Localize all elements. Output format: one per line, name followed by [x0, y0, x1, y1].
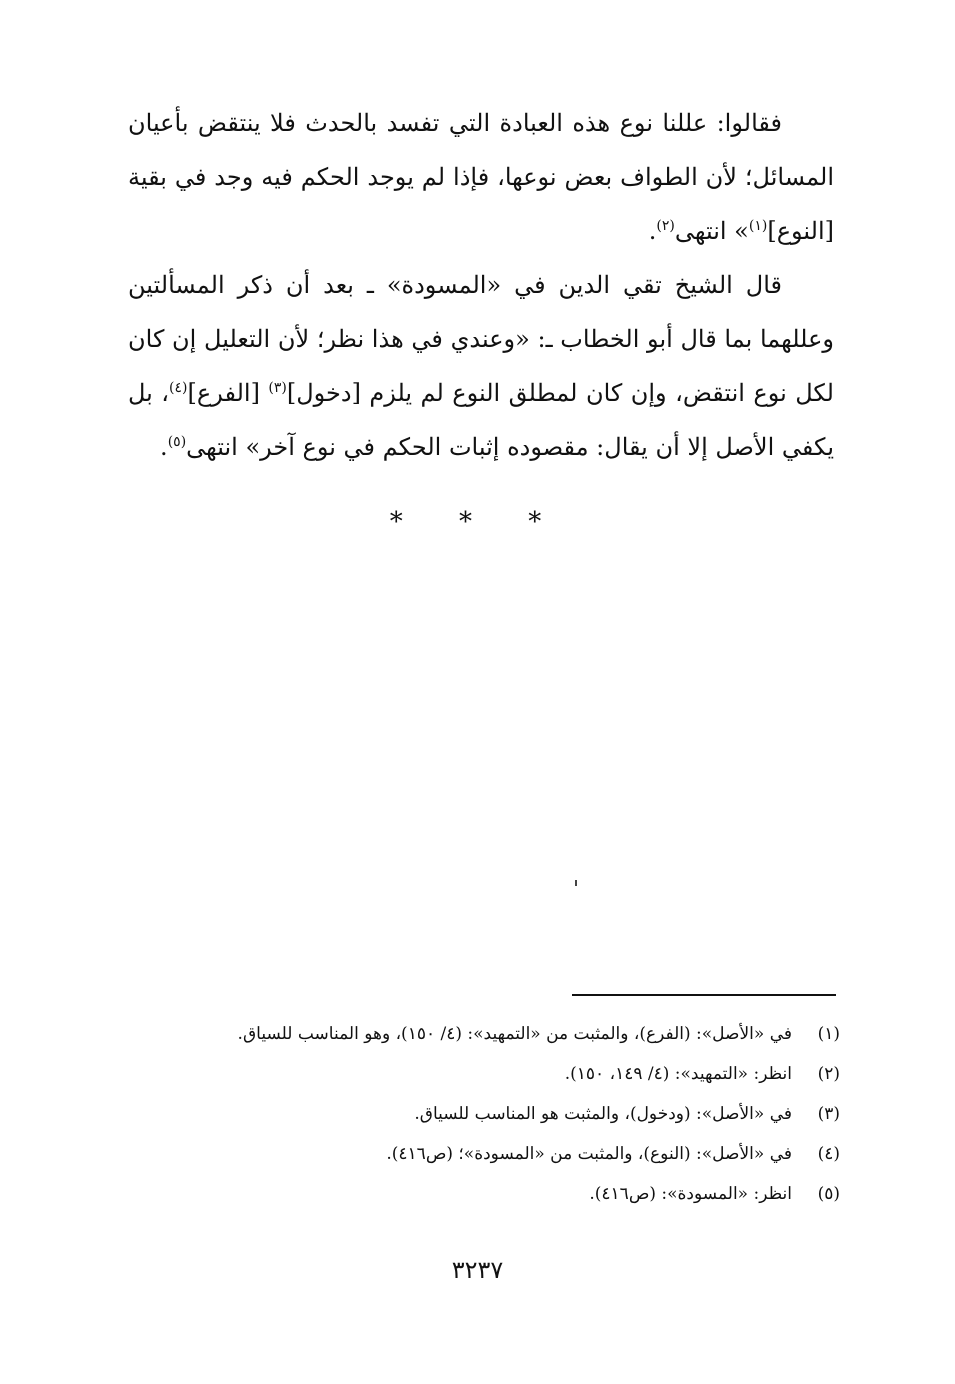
- para1-seg3: » انتهى: [674, 217, 749, 245]
- footnote-number: (٢): [817, 1064, 840, 1084]
- page-number: ٣٢٣٧: [451, 1256, 504, 1284]
- footnote-2: [150, 1054, 840, 1094]
- para1-seg5: .: [648, 217, 657, 245]
- footnote-1: [150, 1014, 840, 1054]
- para2-seg3: [الفرع]: [187, 379, 269, 407]
- footnote-ref-3: (٣): [268, 380, 287, 396]
- para2-seg7: .: [160, 433, 168, 461]
- footnote-ref-2: (٢): [656, 218, 675, 234]
- footnote-ref-4: (٤): [169, 380, 188, 396]
- footnote-divider: [572, 994, 836, 996]
- footnote-5: [150, 1174, 840, 1214]
- stray-mark: [575, 880, 577, 886]
- footnote-number: (٤): [817, 1144, 840, 1164]
- footnote-4: [150, 1134, 840, 1174]
- footnote-number: (٣): [817, 1104, 840, 1124]
- footnote-3: [150, 1094, 840, 1134]
- footnote-number: (١): [817, 1024, 840, 1044]
- section-separator: * * *: [389, 507, 566, 537]
- footnotes: [150, 1014, 840, 1214]
- footnote-text: انظر: «المسودة»: (ص٤١٦).: [589, 1184, 792, 1204]
- para2-seg1: قال الشيخ تقي الدين في «المسودة» ـ بعد أن ذكر المسألتين وعللهما بما قال أبو الخطاب ـ: «وعندي في هذا نظر؛ لأن التعليل إن كان لكل نوع انتقض، وإن كان لمطلق النوع لم يلزم [دخول]: [128, 271, 835, 407]
- footnote-number: (٥): [817, 1184, 840, 1204]
- paragraph-1: [128, 96, 834, 258]
- para1-seg1: فقالوا: عللنا نوع هذه العبادة التي تفسد بالحدث فلا ينتقض بأعيان المسائل؛ لأن الطواف بعض نوعها، فإذا لم يوجد الحكم فيه وجد في بقية [النوع]: [128, 109, 834, 245]
- footnote-text: في «الأصل»: (الفرع)، والمثبت من «التمهيد»: (٤/ ١٥٠)، وهو المناسب للسياق.: [237, 1024, 792, 1044]
- footnote-ref-5: (٥): [167, 434, 187, 450]
- footnote-text: انظر: «التمهيد»: (٤/ ١٤٩، ١٥٠).: [564, 1064, 792, 1084]
- footnote-text: في «الأصل»: (ودخول)، والمثبت هو المناسب للسياق.: [414, 1104, 792, 1124]
- footnote-text: في «الأصل»: (النوع)، والمثبت من «المسودة»؛ (ص٤١٦).: [386, 1144, 792, 1164]
- footnote-ref-1: (١): [748, 218, 768, 234]
- para2-seg5: ، بل يكفي الأصل إلا أن يقال: مقصوده إثبات الحكم في نوع آخر» انتهى: [128, 379, 834, 461]
- paragraph-2: [128, 258, 834, 474]
- main-text: [128, 96, 834, 474]
